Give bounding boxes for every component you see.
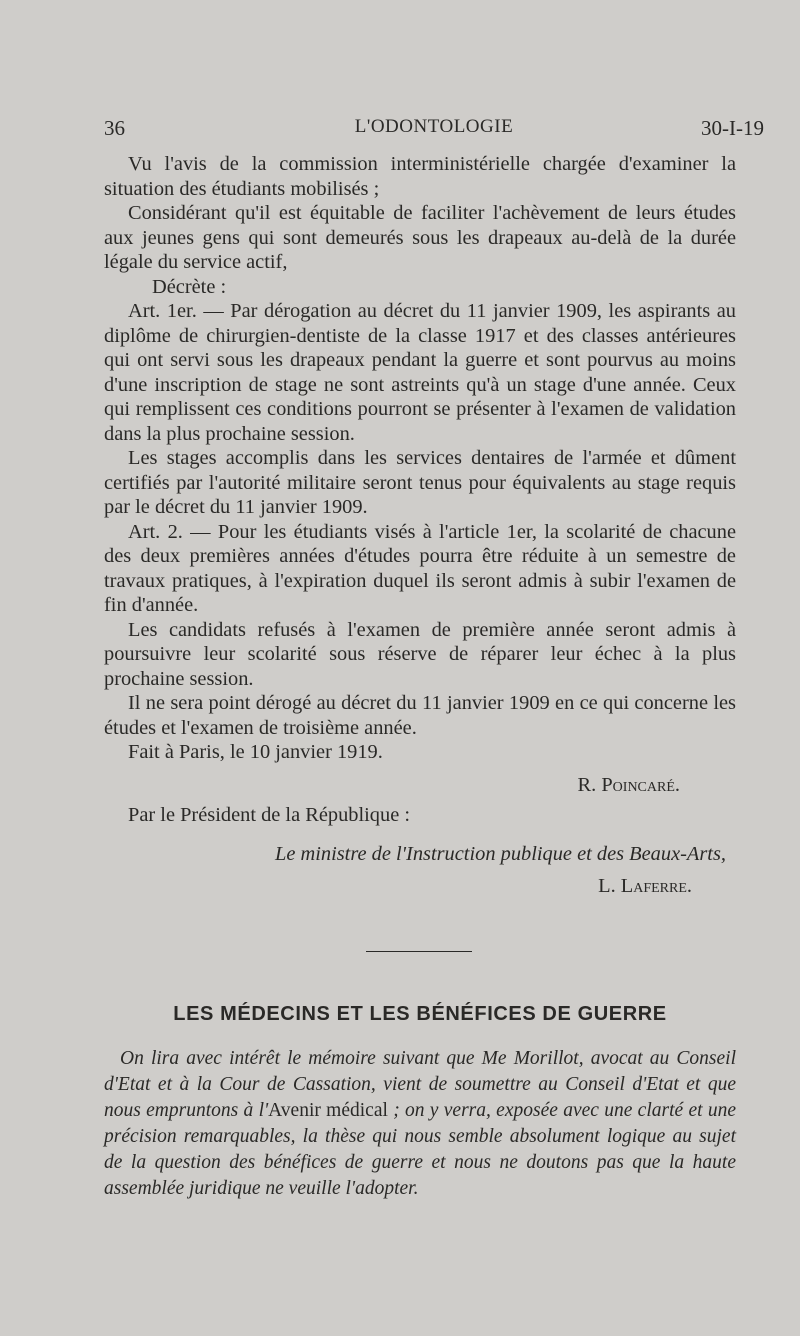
issue-date: 30-I-19 <box>701 116 764 140</box>
intro-text-a: On lira avec intérêt le mémoire suivant que Me Morillot, avocat au Conseil d'Etat et à la Cour de Cassation, vient de soumettre au Conseil d'Etat et que nous empruntons à l' <box>104 1048 736 1121</box>
section-title: LES MÉDECINS ET LES BÉNÉFICES DE GUERRE <box>173 1003 667 1025</box>
intro-journal-name: Avenir médical <box>268 1100 388 1121</box>
section-intro <box>104 1046 736 1202</box>
paragraph-considerant: Considérant qu'il est équitable de faciliter l'achèvement de leurs études aux jeunes gens qui sont demeurés sous les drapeaux au-delà de la durée légale du service actif, <box>104 202 736 273</box>
paragraph-article-1: Art. 1er. — Par dérogation au décret du 11 janvier 1909, les aspirants au diplôme de chirurgien-dentiste de la classe 1917 et des classes antérieures qui ont servi sous les drapeaux pendant la guerre et sont pourvus au moins d'une inscription de stage ne sont astreints qu'à un stage d'une année. Ceux qui remplissent ces conditions pourront se présenter à l'examen de validation dans la plus prochaine session. <box>104 300 736 445</box>
signature-laferre: L. Laferre. <box>598 875 692 897</box>
paragraph-candidats: Les candidats refusés à l'examen de première année seront admis à poursuivre leur scolarité sous réserve de réparer leur échec à la plus prochaine session. <box>104 618 736 690</box>
paragraph-stages: Les stages accomplis dans les services dentaires de l'armée et dûment certifiés par l'autorité militaire seront tenus pour équivalents au stage requis par le décret du 11 janvier 1909. <box>104 447 736 518</box>
paragraph-derogation: Il ne sera point dérogé au décret du 11 janvier 1909 en ce qui concerne les études et l'examen de troisième année. <box>104 692 736 739</box>
paragraph-par-le-president: Par le Président de la République : <box>128 804 411 826</box>
paragraph-article-2: Art. 2. — Pour les étudiants visés à l'article 1er, la scolarité de chacune des deux premières années d'études pourra être réduite à un semestre de travaux pratiques, à l'expiration duquel ils seront admis à subir l'examen de fin d'année. <box>104 520 736 616</box>
paragraph-vu: Vu l'avis de la commission interministérielle chargée d'examiner la situation des étudiants mobilisés ; <box>104 153 736 200</box>
intro-text-b: ; on y verra, exposée avec une clarté et une précision remarquables, la thèse qui nous semble absolument logique au sujet de la question des bénéfices de guerre et nous ne doutons pas que la haute assemblée juridique ne veuille l'adopter. <box>104 1100 736 1199</box>
paragraph-fait-a-paris: Fait à Paris, le 10 janvier 1919. <box>128 741 383 763</box>
ministre-line: Le ministre de l'Instruction publique et des Beaux-Arts, <box>275 842 726 865</box>
running-title: L'ODONTOLOGIE <box>354 116 514 137</box>
signature-poincare: R. Poincaré. <box>577 773 680 796</box>
page-number: 36 <box>104 116 125 140</box>
section-divider <box>366 951 472 952</box>
paragraph-decrete: Décrète : <box>152 275 227 298</box>
running-header <box>104 116 764 146</box>
decree-text <box>104 152 736 899</box>
